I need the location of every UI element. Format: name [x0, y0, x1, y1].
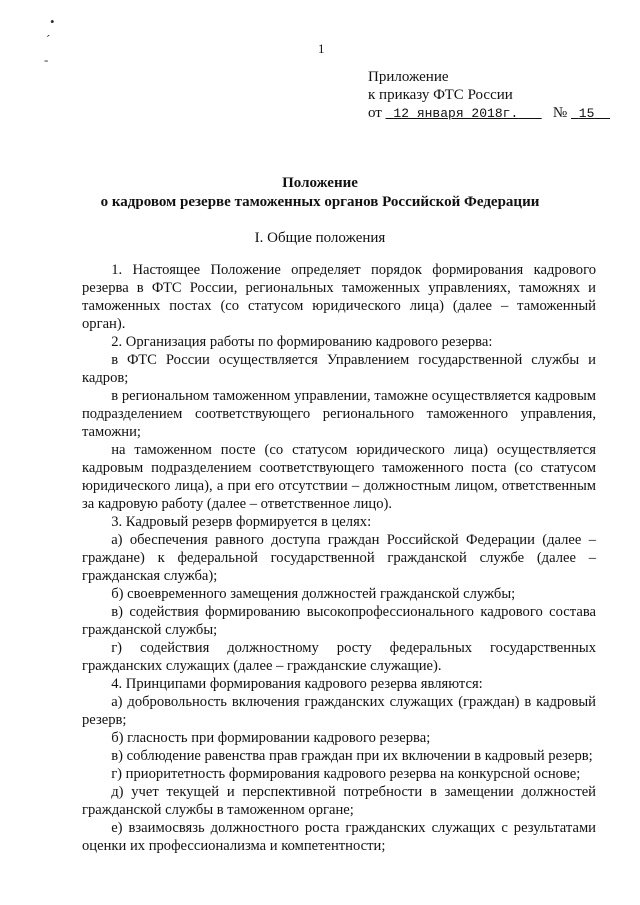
appendix-line1: Приложение: [368, 69, 449, 85]
paragraph: в) соблюдение равенства прав граждан при их включении в кадровый резерв;: [111, 748, 593, 764]
appendix-number-label: №: [552, 105, 568, 121]
appendix-from-label: от: [368, 105, 382, 121]
paragraph: д) учет текущей и перспективной потребности в замещении должностей гражданской службы в таможенном органе;: [82, 784, 596, 818]
paragraph: а) обеспечения равного доступа граждан Российской Федерации (далее – граждане) к федеральной государственной гражданской службе (далее – гражданская служба);: [82, 532, 596, 584]
paragraph: на таможенном посте (со статусом юридического лица) осуществляется кадровым подразделением соответствующего таможенного поста (со статусом юридического лица), а при его отсутствии – должностным лицом, ответственным за кадровую работу (далее – ответственное лицо).: [82, 442, 596, 512]
paragraph: б) своевременного замещения должностей гражданской службы;: [111, 586, 516, 602]
paragraph: б) гласность при формировании кадрового резерва;: [111, 730, 431, 746]
document-body: [82, 261, 596, 855]
paragraph: 2. Организация работы по формированию кадрового резерва:: [111, 334, 493, 350]
page-number: 1: [318, 41, 325, 56]
paragraph: в) содействия формированию высокопрофессионального кадрового состава гражданской службы;: [82, 604, 596, 638]
margin-mark: -: [44, 52, 49, 67]
paragraph: г) содействия должностному росту федеральных государственных гражданских служащих (далее – гражданские служащие).: [82, 640, 596, 674]
document-title: [0, 174, 640, 212]
title-line2: о кадровом резерве таможенных органов Российской Федерации: [100, 194, 540, 210]
appendix-date-line: [368, 104, 610, 123]
paragraph: г) приоритетность формирования кадрового резерва на конкурсной основе;: [111, 766, 581, 782]
appendix-date: 12 января 2018г.: [393, 106, 519, 121]
paragraph: е) взаимосвязь должностного роста гражданских служащих с результатами оценки их профессионализма и компетентности;: [82, 820, 596, 854]
margin-mark: ˊ: [46, 32, 51, 47]
paragraph: 3. Кадровый резерв формируется в целях:: [111, 514, 372, 530]
paragraph: в региональном таможенном управлении, таможне осуществляется кадровым подразделением соответствующего регионального таможенного управления, таможни;: [82, 388, 596, 440]
appendix-line2: к приказу ФТС России: [368, 87, 513, 103]
paragraph: 1. Настоящее Положение определяет порядок формирования кадрового резерва в ФТС России, региональных таможенных управлениях, таможнях и таможенных постах (со статусом юридического лица) (далее – таможенный орган).: [82, 262, 596, 332]
paragraph: в ФТС России осуществляется Управлением государственной службы и кадров;: [82, 352, 596, 386]
section-heading: I. Общие положения: [254, 230, 386, 246]
paragraph: а) добровольность включения гражданских служащих (граждан) в кадровый резерв;: [82, 694, 596, 728]
appendix-block: [368, 68, 610, 123]
title-line1: Положение: [282, 175, 358, 191]
paragraph: 4. Принципами формирования кадрового резерва являются:: [111, 676, 483, 692]
appendix-number: 15: [578, 106, 595, 121]
margin-mark: •: [50, 14, 55, 29]
